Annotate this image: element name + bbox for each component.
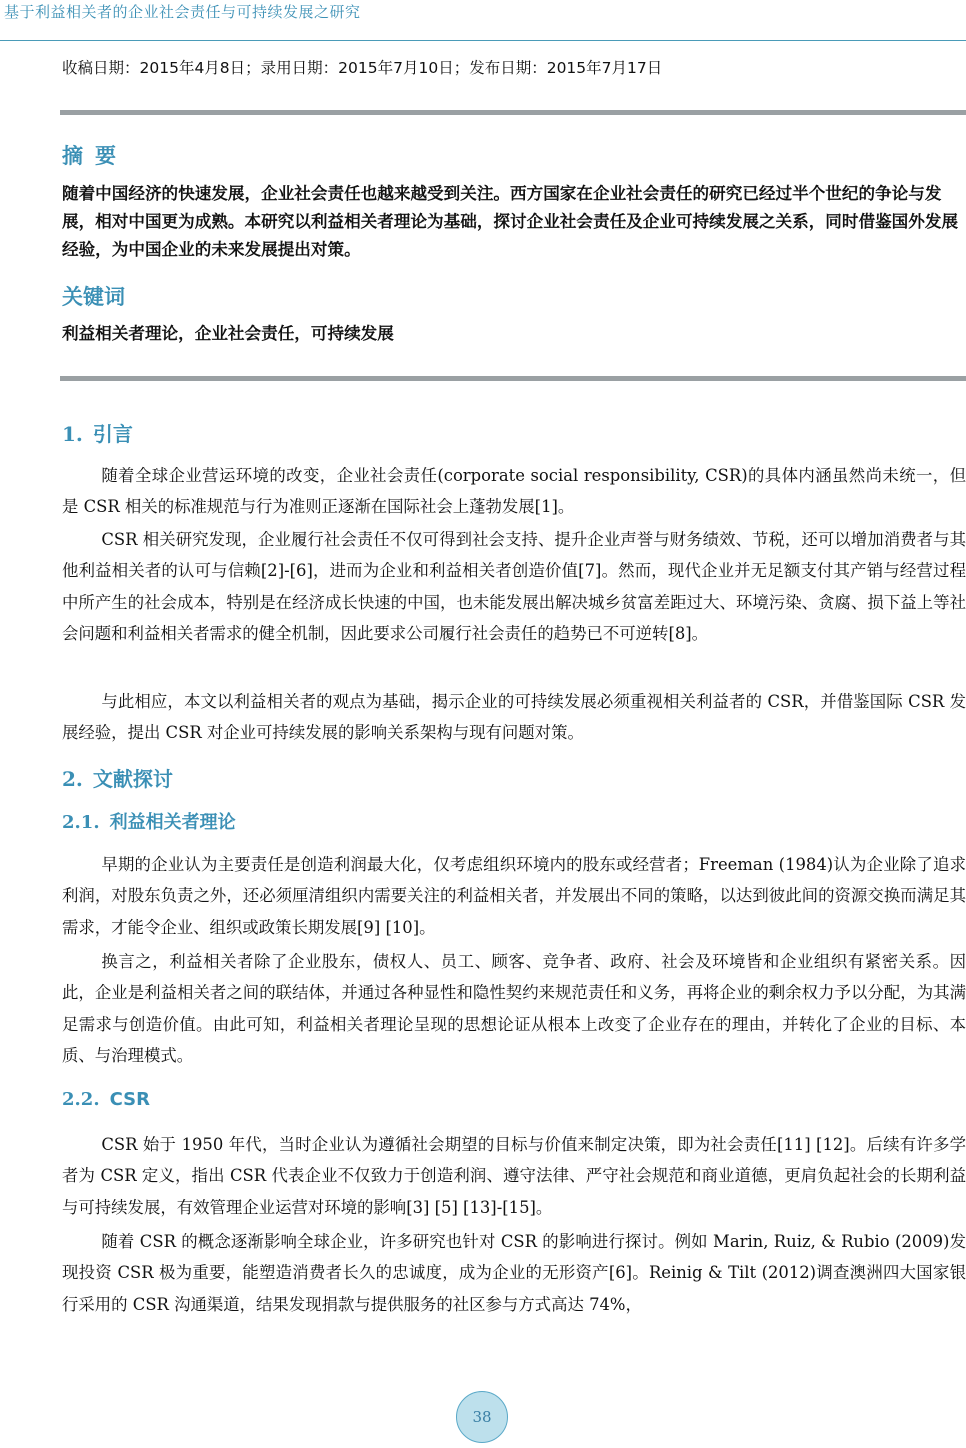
section-number: 2.2. — [62, 1089, 100, 1110]
section-number: 2. — [62, 767, 83, 791]
section-2-1-heading — [62, 808, 236, 834]
abstract-heading: 摘要 — [62, 144, 128, 168]
section-title: CSR — [109, 1089, 150, 1110]
paragraph: 换言之，利益相关者除了企业股东，债权人、员工、顾客、竞争者、政府、社会及环境皆和企业组织有紧密关系。因此，企业是利益相关者之间的联结体，并通过各种显性和隐性契约来规范责任和义务，再将企业的剩余权力予以分配，为其满足需求与创造价值。由此可知，利益相关者理论呈现的思想论证从根本上改变了企业存在的理由，并转化了企业的目标、本质、与治理模式。 — [62, 952, 966, 1066]
section-number: 2.1. — [62, 812, 100, 833]
paragraph: 与此相应，本文以利益相关者的观点为基础，揭示企业的可持续发展必须重视相关利益者的 CSR，并借鉴国际 CSR 发展经验，提出 CSR 对企业可持续发展的影响关系架构与现有问题对策。 — [62, 692, 966, 743]
section-1-heading — [62, 418, 133, 447]
divider-bottom — [60, 376, 966, 381]
paragraph: 随着全球企业营运环境的改变，企业社会责任(corporate social responsibility, CSR)的具体内涵虽然尚未统一，但是 CSR 相关的标准规范与行为准则正逐渐在国际社会上蓬勃发展[1]。 — [62, 466, 966, 517]
running-title: 基于利益相关者的企业社会责任与可持续发展之研究 — [4, 3, 361, 21]
paragraph: CSR 相关研究发现，企业履行社会责任不仅可得到社会支持、提升企业声誉与财务绩效、节税，还可以增加消费者与其他利益相关者的认可与信赖[2]-[6]，进而为企业和利益相关者创造价值[7]。然而，现代企业并无足额支付其产销与经营过程中所产生的社会成本，特别是在经济成长快速的中国，也未能发展出解决城乡贫富差距过大、环境污染、贪腐、损下益上等社会问题和利益相关者需求的健全机制，因此要求公司履行社会责任的趋势已不可逆转[8]。 — [62, 530, 966, 644]
divider-top — [60, 110, 966, 115]
running-header — [0, 0, 966, 41]
section-title: 文献探讨 — [92, 767, 173, 791]
paragraph: CSR 始于 1950 年代，当时企业认为遵循社会期望的目标与价值来制定决策，即为社会责任[11] [12]。后续有许多学者为 CSR 定义，指出 CSR 代表企业不仅致力于创造利润、遵守法律、严守社会规范和商业道德，更肩负起社会的长期利益与可持续发展，有效管理企业运营对环境的影响[3] [5] [13]-[15]。 — [62, 1135, 966, 1217]
keywords-text: 利益相关者理论，企业社会责任，可持续发展 — [62, 324, 394, 343]
paragraph: 早期的企业认为主要责任是创造利润最大化，仅考虑组织环境内的股东或经营者；Freeman (1984)认为企业除了追求利润，对股东负责之外，还必须厘清组织内需要关注的利益相关者，并发展出不同的策略，以达到彼此间的资源交换而满足其需求，才能令企业、组织或政策长期发展[9] [10]。 — [62, 855, 966, 937]
section-2-2-heading — [62, 1089, 150, 1110]
section-2-heading — [62, 763, 173, 792]
section-number: 1. — [62, 422, 83, 446]
page-number-badge: 38 — [456, 1391, 508, 1443]
section-title: 利益相关者理论 — [109, 812, 236, 833]
abstract-text: 随着中国经济的快速发展，企业社会责任也越来越受到关注。西方国家在企业社会责任的研究已经过半个世纪的争论与发展，相对中国更为成熟。本研究以利益相关者理论为基础，探讨企业社会责任及企业可持续发展之关系，同时借鉴国外发展经验，为中国企业的未来发展提出对策。 — [62, 184, 959, 259]
submission-dates: 收稿日期：2015年4月8日；录用日期：2015年7月10日；发布日期：2015年7月17日 — [62, 59, 663, 77]
paragraph: 随着 CSR 的概念逐渐影响全球企业，许多研究也针对 CSR 的影响进行探讨。例如 Marin, Ruiz, & Rubio (2009)发现投资 CSR 极为重要，能塑造消费者长久的忠诚度，成为企业的无形资产[6]。Reinig & Tilt (2012)调查澳洲四大国家银行采用的 CSR 沟通渠道，结果发现捐款与提供服务的社区参与方式高达 74%， — [62, 1232, 966, 1314]
section-title: 引言 — [92, 422, 133, 446]
keywords-heading: 关键词 — [62, 285, 125, 309]
